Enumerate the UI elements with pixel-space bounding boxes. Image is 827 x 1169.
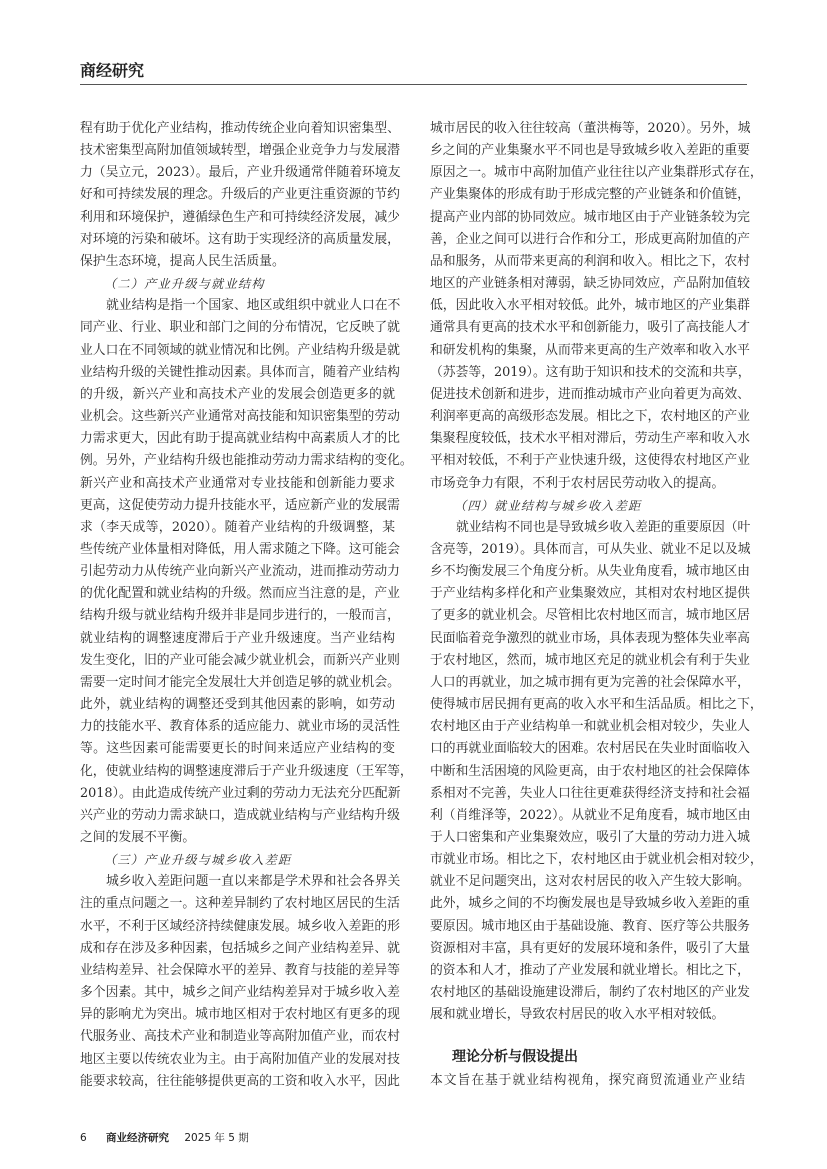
paragraph-line: 保护生态环境，提高人民生活质量。 [80, 253, 285, 269]
paragraph-line: 成和存在涉及多种因素，包括城乡之间产业结构差异、就 [80, 940, 400, 956]
paragraph-line: 力的技能水平、教育体系的适应能力、就业市场的灵活性 [80, 719, 400, 735]
subsection-heading: （四）就业结构与城乡收入差距 [454, 498, 642, 513]
paragraph-line: 业机会。这些新兴产业通常对高技能和知识密集型的劳动 [80, 409, 400, 425]
paragraph-line: 农村地区的基础设施建设滞后，制约了农村地区的产业发 [430, 985, 750, 1001]
paragraph-line: 多个因素。其中，城乡之间产业结构差异对于城乡收入差 [80, 985, 400, 1001]
paragraph-line: 对环境的污染和破坏。这有助于实现经济的高质量发展， [80, 231, 400, 247]
section-heading: 理论分析与假设提出 [452, 1049, 578, 1066]
paragraph-line: 于产业结构多样化和产业集聚效应，其相对农村地区提供 [430, 586, 750, 602]
paragraph-line: 好和可持续发展的理念。升级后的产业更注重资源的节约 [80, 187, 400, 203]
paragraph-line: 乡之间的产业集聚水平不同也是导致城乡收入差距的重要 [430, 143, 750, 159]
paragraph-line: 原因之一。城市中高附加值产业往往以产业集群形式存在， [430, 165, 763, 181]
paragraph-line: 业结构升级的关键性推动因素。具体而言，随着产业结构 [80, 364, 400, 380]
paragraph-line: 此外，就业结构的调整还受到其他因素的影响，如劳动 [80, 697, 395, 713]
paragraph-line: 的资本和人才，推动了产业发展和就业增长。相比之下， [430, 962, 750, 978]
paragraph-line: 利用和环境保护，遵循绿色生产和可持续经济发展，减少 [80, 209, 400, 225]
paragraph-line: 异的影响尤为突出。城市地区相对于农村地区有更多的现 [80, 1007, 400, 1023]
paragraph-line: （苏荟等，2019）。这有助于知识和技术的交流和共享， [430, 364, 751, 380]
left-column [80, 118, 413, 1093]
paragraph-line: 要原因。城市地区由于基础设施、教育、医疗等公共服务 [430, 918, 750, 934]
footer-journal-name: 商业经济研究 [106, 1132, 170, 1144]
paragraph-line: 低，因此收入水平相对较低。此外，城市地区的产业集群 [430, 298, 750, 314]
paragraph-line: 此外，城乡之间的不均衡发展也是导致城乡收入差距的重 [430, 896, 750, 912]
paragraph-line: 力需求更大，因此有助于提高就业结构中高素质人才的比 [80, 431, 400, 447]
paragraph-line: 善，企业之间可以进行合作和分工，形成更高附加值的产 [430, 231, 750, 247]
paragraph-line: 能要求较高，往往能够提供更高的工资和收入水平，因此 [80, 1073, 400, 1089]
paragraph-line: 化，使就业结构的调整速度滞后于产业升级速度（王军等， [80, 763, 413, 779]
paragraph-line: 含亮等，2019）。具体而言，可从失业、就业不足以及城 [430, 541, 751, 557]
paragraph-line: 市就业市场。相比之下，农村地区由于就业机会相对较少， [430, 852, 763, 868]
paragraph-line: 市场竞争力有限，不利于农村居民劳动收入的提高。 [430, 475, 725, 491]
subsection-heading: （二）产业升级与就业结构 [104, 277, 265, 292]
page-footer [80, 1130, 261, 1145]
paragraph-line: 系相对不完善，失业人口往往更难获得经济支持和社会福 [430, 785, 750, 801]
paragraph-line: 使得城市居民拥有更高的收入水平和生活品质。相比之下， [430, 697, 763, 713]
paragraph-line: 就业不足问题突出，这对农村居民的收入产生较大影响。 [430, 874, 750, 890]
paragraph-line: 就业结构不同也是导致城乡收入差距的重要原因（叶 [456, 519, 751, 535]
paragraph-line: 中断和生活困境的风险更高，由于农村地区的社会保障体 [430, 763, 750, 779]
paragraph-line: 乡不均衡发展三个角度分析。从失业角度看，城市地区由 [430, 564, 750, 580]
paragraph-line: 利润率更高的高级形态发展。相比之下，农村地区的产业 [430, 409, 750, 425]
paragraph-line: 提高产业内部的协同效应。城市地区由于产业链条较为完 [430, 209, 750, 225]
paragraph-line: 利（肖维泽等，2022）。从就业不足角度看，城市地区由 [430, 807, 751, 823]
paragraph-line: 的升级，新兴产业和高技术产业的发展会创造更多的就 [80, 386, 395, 402]
journal-header-title: 商经研究 [80, 61, 145, 80]
paragraph-line: 等。这些因素可能需要更长的时间来适应产业结构的变 [80, 741, 395, 757]
paragraph-line: 民面临着竞争激烈的就业市场，具体表现为整体失业率高 [430, 630, 750, 646]
paragraph-line: 促进技术创新和进步，进而推动城市产业向着更为高效、 [430, 386, 750, 402]
page-number: 6 [80, 1132, 87, 1144]
paragraph-line: 产业集聚体的形成有助于形成完整的产业链条和价值链， [430, 187, 750, 203]
subsection-heading: （三）产业升级与城乡收入差距 [104, 853, 292, 868]
paragraph-line: 更高，这促使劳动力提升技能水平，适应新产业的发展需 [80, 497, 400, 513]
paragraph-line: 品和服务，从而带来更高的利润和收入。相比之下，农村 [430, 253, 750, 269]
paragraph-line: 人口的再就业，加之城市拥有更为完善的社会保障水平， [430, 674, 750, 690]
paragraph-line: 业结构差异、社会保障水平的差异、教育与技能的差异等 [80, 962, 400, 978]
paragraph-line: 口的再就业面临较大的困难。农村居民在失业时面临收入 [430, 741, 750, 757]
paragraph-line: 城市居民的收入往往较高（董洪梅等，2020）。另外，城 [430, 121, 751, 136]
header-divider [80, 84, 747, 85]
paragraph-line: 程有助于优化产业结构，推动传统企业向着知识密集型、 [80, 121, 400, 136]
paragraph-line: 技术密集型高附加值领域转型，增强企业竞争力与发展潜 [80, 143, 400, 159]
paragraph-line: 的优化配置和就业结构的升级。然而应当注意的是，产业 [80, 586, 400, 602]
right-column [430, 118, 763, 1093]
paragraph-line: 代服务业、高技术产业和制造业等高附加值产业，而农村 [80, 1029, 400, 1045]
paragraph-line: 新兴产业和高技术产业通常对专业技能和创新能力要求 [80, 475, 395, 491]
paragraph-line: 于农村地区，然而，城市地区充足的就业机会有利于失业 [430, 652, 750, 668]
paragraph-line: 就业结构是指一个国家、地区或组织中就业人口在不 [106, 298, 401, 314]
paragraph-line: 同产业、行业、职业和部门之间的分布情况，它反映了就 [80, 320, 400, 336]
paragraph-line: 结构升级与就业结构升级并非是同步进行的，一般而言， [80, 608, 400, 624]
paragraph-line: 引起劳动力从传统产业向新兴产业流动，进而推动劳动力 [80, 564, 400, 580]
paragraph-line: 本文旨在基于就业结构视角，探究商贸流通业产业结 [430, 1073, 745, 1089]
paragraph-line: 力（吴立元，2023）。最后，产业升级通常伴随着环境友 [80, 165, 401, 181]
paragraph-line: 些传统产业体量相对降低，用人需求随之下降。这可能会 [80, 541, 400, 557]
paragraph-line: 和研发机构的集聚，从而带来更高的生产效率和收入水平 [430, 342, 750, 358]
paragraph-line: 求（李天成等，2020）。随着产业结构的升级调整，某 [80, 519, 395, 535]
paragraph-line: 地区的产业链条相对薄弱，缺乏协同效应，产品附加值较 [430, 276, 750, 292]
paragraph-line: 展和就业增长，导致农村居民的收入水平相对较低。 [430, 1007, 725, 1023]
paragraph-line: 资源相对丰富，具有更好的发展环境和条件，吸引了大量 [430, 940, 750, 956]
paragraph-line: 地区主要以传统农业为主。由于高附加值产业的发展对技 [80, 1051, 400, 1067]
paragraph-line: 注的重点问题之一。这种差异制约了农村地区居民的生活 [80, 896, 400, 912]
paragraph-line: 之间的发展不平衡。 [80, 830, 196, 845]
paragraph-line: 发生变化，旧的产业可能会减少就业机会，而新兴产业则 [80, 652, 400, 668]
footer-issue: 2025 年 5 期 [184, 1132, 249, 1144]
paragraph-line: 了更多的就业机会。尽管相比农村地区而言，城市地区居 [430, 608, 750, 624]
paragraph-line: 水平，不利于区域经济持续健康发展。城乡收入差距的形 [80, 918, 400, 934]
paragraph-line: 例。另外，产业结构升级也能推动劳动力需求结构的变化。 [80, 453, 413, 469]
paragraph-line: 通常具有更高的技术水平和创新能力，吸引了高技能人才 [430, 320, 750, 336]
paragraph-line: 平相对较低，不利于产业快速升级，这使得农村地区产业 [430, 453, 750, 469]
paragraph-line: 就业结构的调整速度滞后于产业升级速度。当产业结构 [80, 630, 395, 646]
paragraph-line: 于人口密集和产业集聚效应，吸引了大量的劳动力进入城 [430, 830, 750, 845]
paragraph-line: 集聚程度较低，技术水平相对滞后，劳动生产率和收入水 [430, 431, 750, 447]
paragraph-line: 城乡收入差距问题一直以来都是学术界和社会各界关 [106, 874, 401, 890]
paragraph-line: 需要一定时间才能完全发展壮大并创造足够的就业机会。 [80, 674, 400, 690]
paragraph-line: 兴产业的劳动力需求缺口，造成就业结构与产业结构升级 [80, 807, 400, 823]
paragraph-line: 业人口在不同领域的就业情况和比例。产业结构升级是就 [80, 342, 400, 358]
paragraph-line: 农村地区由于产业结构单一和就业机会相对较少，失业人 [430, 719, 750, 735]
paragraph-line: 2018）。由此造成传统产业过剩的劳动力无法充分匹配新 [80, 785, 401, 801]
